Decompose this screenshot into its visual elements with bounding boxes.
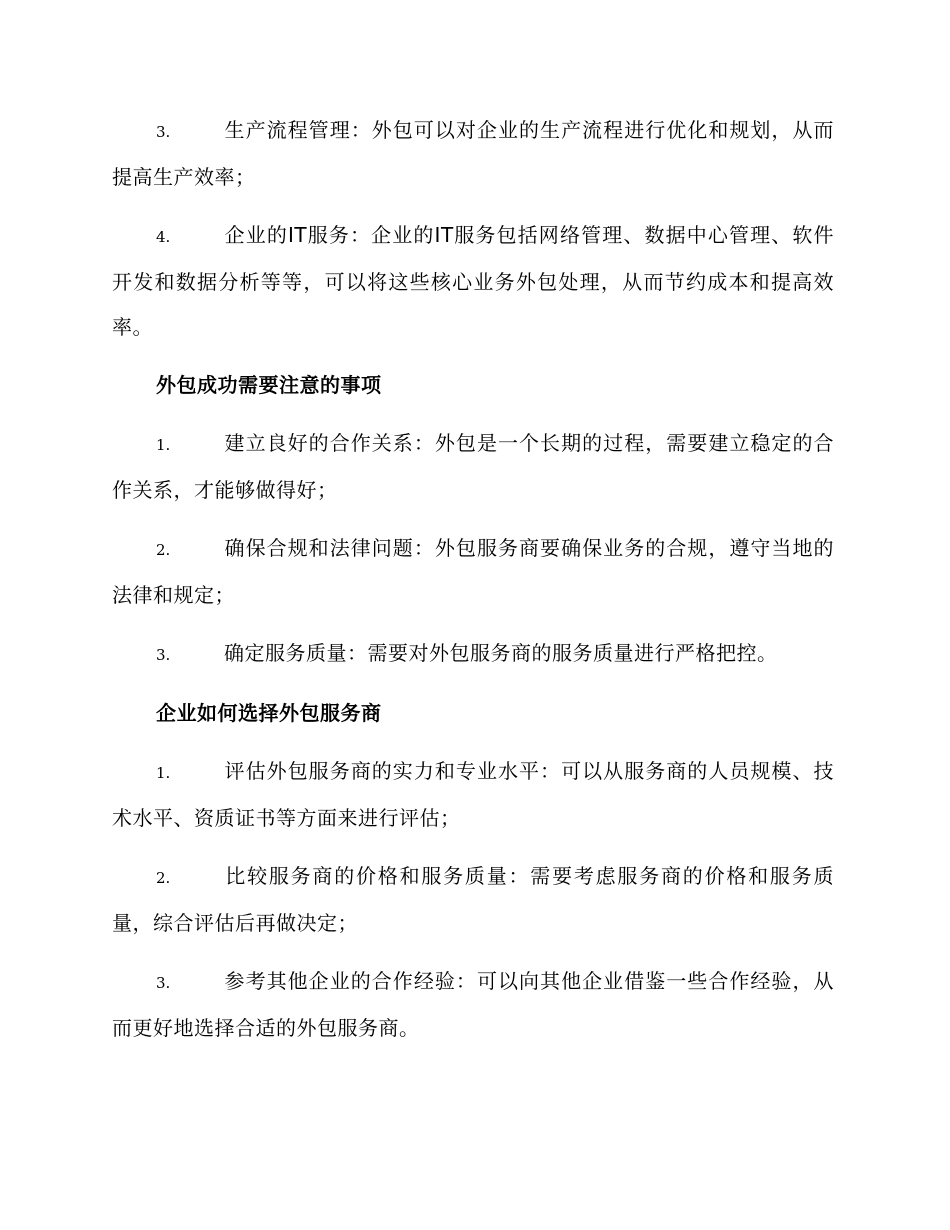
list-item — [112, 213, 834, 350]
list-item — [112, 959, 834, 1051]
list-item-number: 4. — [156, 228, 171, 246]
list-item — [112, 421, 834, 513]
list-item-number: 3. — [156, 974, 171, 992]
list-item-text: 确定服务质量：需要对外包服务商的服务质量进行严格把控。 — [224, 641, 778, 665]
list-item-text: 评估外包服务商的实力和专业水平：可以从服务商的人员规模、技术水平、资质证书等方面来进行评估； — [112, 759, 834, 830]
list-item-text: 确保合规和法律问题：外包服务商要确保业务的合规，遵守当地的法律和规定； — [112, 536, 834, 607]
list-item — [112, 108, 834, 200]
list-item-text: 建立良好的合作关系：外包是一个长期的过程，需要建立稳定的合作关系，才能够做得好； — [112, 431, 834, 502]
section-heading: 企业如何选择外包服务商 — [156, 701, 382, 725]
section-heading: 外包成功需要注意的事项 — [156, 373, 382, 397]
list-item-text: 参考其他企业的合作经验：可以向其他企业借鉴一些合作经验，从而更好地选择合适的外包服务商。 — [112, 969, 834, 1040]
list-item — [112, 854, 834, 946]
list-item — [112, 749, 834, 841]
list-item-text: 生产流程管理：外包可以对企业的生产流程进行优化和规划，从而提高生产效率； — [112, 118, 834, 189]
list-item-number: 1. — [156, 436, 171, 454]
list-item-number: 2. — [156, 541, 171, 559]
list-item — [112, 526, 834, 618]
list-item-text: 比较服务商的价格和服务质量：需要考虑服务商的价格和服务质量，综合评估后再做决定； — [112, 864, 834, 935]
list-item-number: 2. — [156, 869, 171, 887]
list-item-number: 3. — [156, 123, 171, 141]
list-item-text: 企业的IT服务：企业的IT服务包括网络管理、数据中心管理、软件开发和数据分析等等，可以将这些核心业务外包处理，从而节约成本和提高效率。 — [112, 223, 834, 339]
list-item — [112, 631, 834, 678]
document-body — [112, 108, 834, 1064]
list-item-number: 3. — [156, 646, 171, 664]
list-item-number: 1. — [156, 764, 171, 782]
